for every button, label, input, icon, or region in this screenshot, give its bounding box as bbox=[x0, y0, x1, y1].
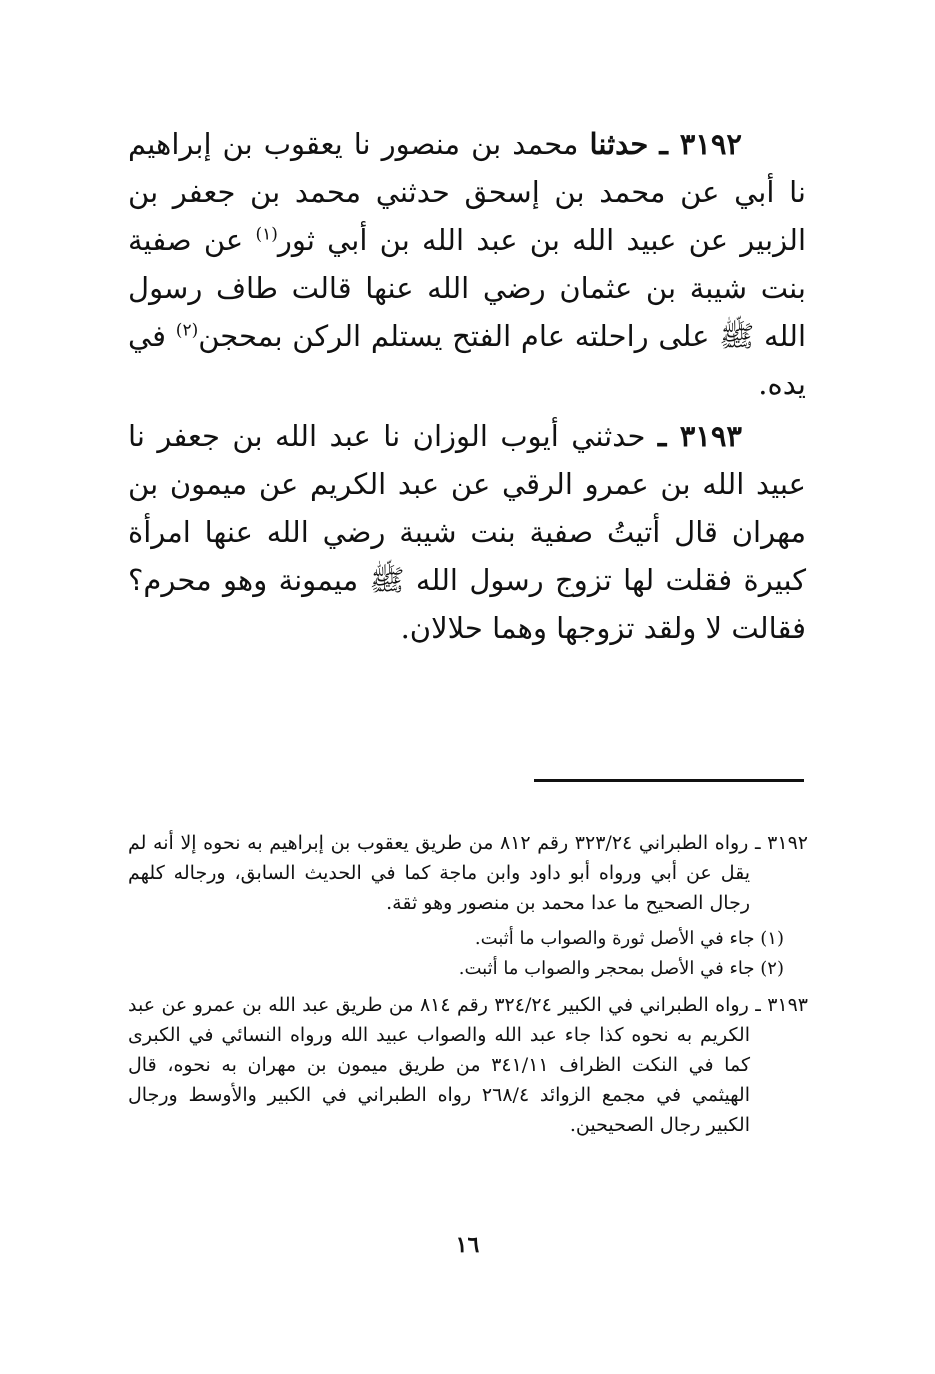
main-text bbox=[128, 120, 806, 656]
footnote-ref-1[interactable]: (١) bbox=[255, 224, 278, 245]
takhrij-3193: ٣١٩٣ ـ رواه الطبراني في الكبير ٣٢٤/٢٤ رقم ٨١٤ من طريق عبد الله بن عمرو عن عبد الكريم به نحوه كذا جاء عبد الله والصواب عبيد الله ورواه النسائي في الكبرى كما في النكت الظراف ٣٤١/١١ من طريق ميمون بن مهران به نحوه، قال الهيثمي في مجمع الزوائد ٢٦٨/٤ رواه الطبراني في الكبير والأوسط ورجال الكبير رجال الصحيحين. bbox=[128, 994, 809, 1136]
hadith-3193 bbox=[128, 412, 806, 652]
hadith-text: حدثني أيوب الوزان نا عبد الله بن جعفر نا عبيد الله بن عمرو الرقي عن عبد الكريم عن ميمون بن مهران قال أتيتُ صفية بنت شيبة رضي الله عنها امرأة كبيرة فقلت لها تزوج رسول الله ﷺ ميمونة وهو محرم؟ فقالت لا ولقد تزوجها وهما حلالان. bbox=[128, 419, 806, 645]
hadith-number: ٣١٩٢ ـ bbox=[659, 127, 743, 161]
footnote-2: (٢) جاء في الأصل بمحجر والصواب ما أثبت. bbox=[458, 958, 784, 979]
footnotes bbox=[128, 828, 808, 1146]
hadith-text: محمد بن منصور نا يعقوب بن إبراهيم نا أبي عن محمد بن إسحق حدثني محمد بن جعفر بن الزبير عن عبيد الله بن عبد الله بن أبي ثور bbox=[128, 127, 806, 257]
footnote-1: (١) جاء في الأصل ثورة والصواب ما أثبت. bbox=[474, 928, 784, 949]
footnote-ref-2[interactable]: (٢) bbox=[175, 320, 199, 341]
hadith-lead: حدثنا bbox=[589, 127, 649, 161]
hadith-3192 bbox=[128, 120, 806, 408]
hadith-number: ٣١٩٣ ـ bbox=[657, 419, 742, 453]
takhrij-3192: ٣١٩٢ ـ رواه الطبراني ٣٢٣/٢٤ رقم ٨١٢ من طريق يعقوب بن إبراهيم به نحوه إلا أنه لم يقل عن أبي ورواه أبو داود وابن ماجة كما في الحديث السابق، ورجاله كلهم رجال الصحيح ما عدا محمد بن منصور وهو ثقة. bbox=[128, 832, 808, 914]
hadith-text-end: في يده. bbox=[128, 319, 806, 401]
hadith-text-continued: عن صفية بنت شيبة بن عثمان رضي الله عنها قالت طاف رسول الله ﷺ على راحلته عام الفتح يستلم الركن بمحجن bbox=[128, 223, 807, 353]
footnote-divider bbox=[534, 779, 804, 782]
page-number: ١٦ bbox=[455, 1232, 480, 1258]
